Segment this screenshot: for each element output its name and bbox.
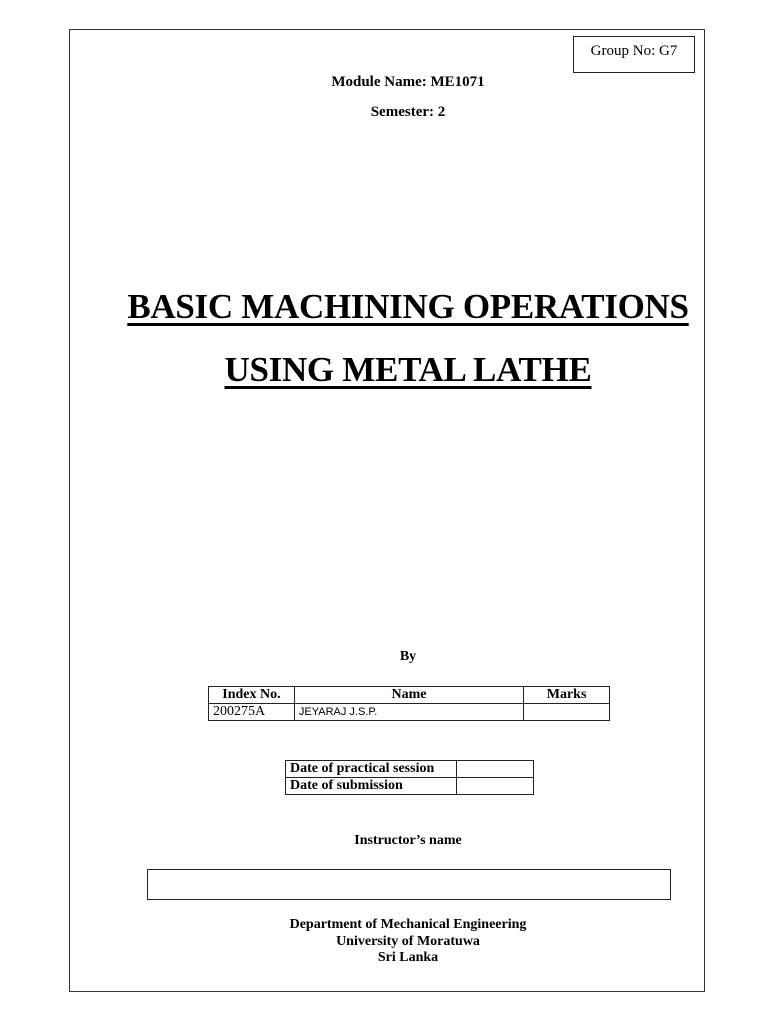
department-footer xyxy=(41,917,768,967)
table-row xyxy=(286,778,534,795)
practical-session-value xyxy=(456,761,533,778)
university-name: University of Moratuwa xyxy=(336,933,480,949)
cell-marks xyxy=(524,704,610,721)
report-title-line-2: USING METAL LATHE xyxy=(224,350,592,389)
module-name: Module Name: ME1071 xyxy=(331,74,485,90)
group-number-box xyxy=(573,36,695,73)
header-name: Name xyxy=(294,687,523,704)
cell-index-no: 200275A xyxy=(209,704,295,721)
submission-value xyxy=(456,778,533,795)
practical-session-label: Date of practical session xyxy=(286,761,457,778)
instructor-name-box xyxy=(147,869,671,900)
submission-label: Date of submission xyxy=(286,778,457,795)
country-name: Sri Lanka xyxy=(377,950,439,965)
department-name: Department of Mechanical Engineering xyxy=(289,917,527,932)
dates-table xyxy=(285,760,534,795)
report-title-line-1: BASIC MACHINING OPERATIONS xyxy=(127,287,689,326)
by-label: By xyxy=(399,649,417,664)
group-number-label: Group No: G7 xyxy=(590,43,678,59)
student-table-header-row xyxy=(209,687,610,704)
cell-name: JEYARAJ J.S.P. xyxy=(294,704,523,721)
header-index-no: Index No. xyxy=(209,687,295,704)
semester: Semester: 2 xyxy=(370,104,446,120)
table-row xyxy=(209,704,610,721)
student-table xyxy=(208,686,610,721)
table-row xyxy=(286,761,534,778)
instructor-name-label: Instructor’s name xyxy=(354,833,462,848)
header-marks: Marks xyxy=(524,687,610,704)
